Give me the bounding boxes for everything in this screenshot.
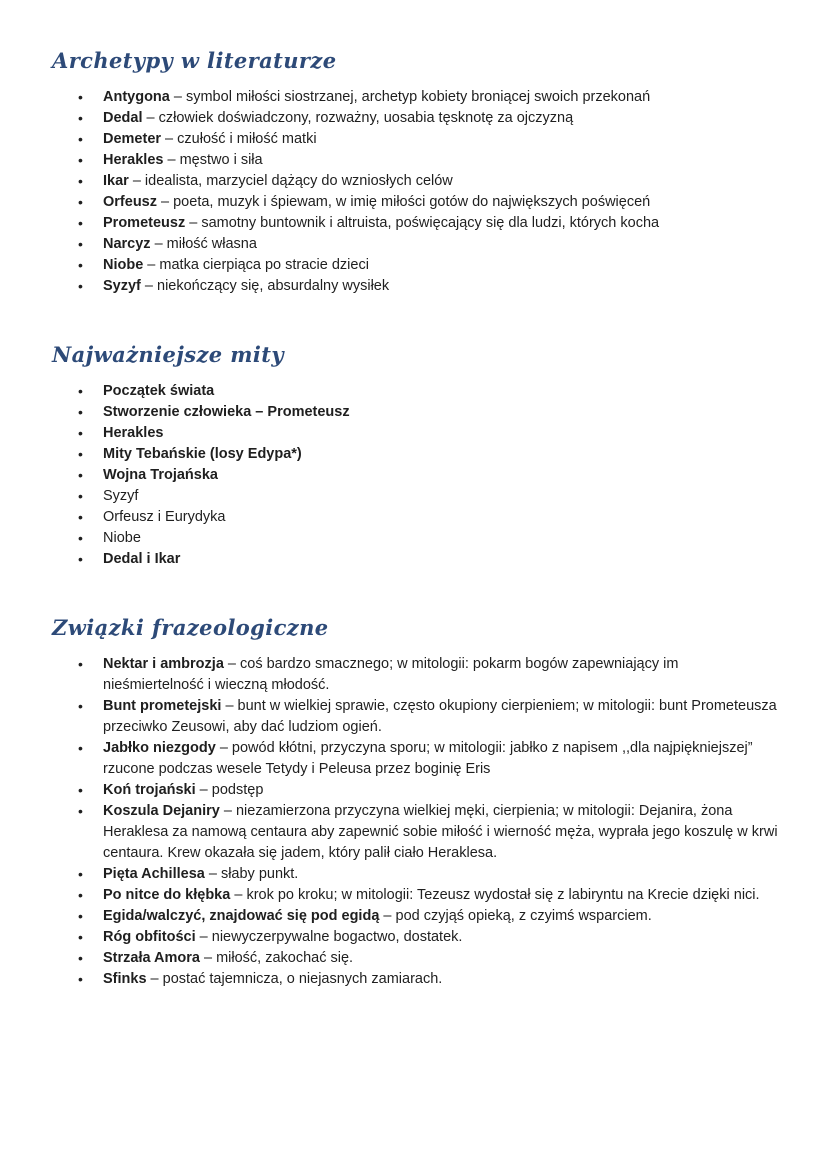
list-item	[52, 885, 783, 906]
list-item	[52, 465, 783, 486]
term-description: – czułość i miłość matki	[161, 131, 317, 147]
bullet-icon: •	[78, 194, 83, 210]
myth-label: Dedal i Ikar	[103, 551, 181, 567]
bullet-icon: •	[78, 215, 83, 231]
term-label: Po nitce do kłębka	[103, 887, 231, 903]
list-item	[52, 654, 783, 696]
term-label: Dedal	[103, 110, 143, 126]
list-item	[52, 234, 783, 255]
bullet-icon: •	[78, 89, 83, 105]
bullet-list-frazeologizmy	[52, 654, 783, 990]
term-description: – niezamierzona przyczyna wielkiej męki, cierpienia; w mitologii: Dejanira, żona Heraklesa za namową centaura aby zapewnić sobie miłość i wierność męża, wyprała jego koszulę w krwi centaura. Krew okazała się jadem, który palił ciało Heraklesa.	[103, 803, 778, 861]
list-item	[52, 150, 783, 171]
bullet-icon: •	[78, 173, 83, 189]
list-item	[52, 780, 783, 801]
term-description: – postać tajemnicza, o niejasnych zamiarach.	[146, 971, 443, 987]
myth-label: Stworzenie człowieka – Prometeusz	[103, 404, 350, 420]
bullet-icon: •	[78, 971, 83, 987]
myth-label: Niobe	[103, 530, 141, 546]
term-label: Róg obfitości	[103, 929, 196, 945]
bullet-icon: •	[78, 866, 83, 882]
bullet-icon: •	[78, 887, 83, 903]
list-item	[52, 423, 783, 444]
bullet-icon: •	[78, 509, 83, 525]
bullet-icon: •	[78, 131, 83, 147]
term-label: Pięta Achillesa	[103, 866, 205, 882]
term-description: – matka cierpiąca po stracie dzieci	[143, 257, 369, 273]
term-description: – poeta, muzyk i śpiewam, w imię miłości gotów do największych poświęceń	[157, 194, 651, 210]
list-item	[52, 969, 783, 990]
list-item	[52, 948, 783, 969]
list-item	[52, 801, 783, 864]
bullet-icon: •	[78, 425, 83, 441]
list-item	[52, 444, 783, 465]
list-item	[52, 402, 783, 423]
section-heading-archetypy: Archetypy w literaturze	[52, 48, 337, 73]
section-archetypy	[52, 47, 828, 297]
myth-label: Początek świata	[103, 383, 215, 399]
bullet-icon: •	[78, 656, 83, 672]
myth-label: Mity Tebańskie (losy Edypa*)	[103, 446, 302, 462]
bullet-icon: •	[78, 530, 83, 546]
term-description: – krok po kroku; w mitologii: Tezeusz wydostał się z labiryntu na Krecie dzięki nici.	[230, 887, 760, 903]
list-item	[52, 171, 783, 192]
bullet-icon: •	[78, 110, 83, 126]
term-label: Sfinks	[103, 971, 147, 987]
term-label: Niobe	[103, 257, 144, 273]
term-description: – bunt w wielkiej sprawie, często okupiony cierpieniem; w mitologii: bunt Prometeusza przeciwko Zeusowi, aby dać ludziom ogień.	[103, 698, 777, 735]
bullet-icon: •	[78, 908, 83, 924]
term-description: – miłość, zakochać się.	[199, 950, 354, 966]
list-item	[52, 507, 783, 528]
term-description: – niekończący się, absurdalny wysiłek	[140, 278, 390, 294]
document-content	[52, 47, 828, 990]
term-label: Herakles	[103, 152, 164, 168]
term-description: – symbol miłości siostrzanej, archetyp kobiety broniącej swoich przekonań	[169, 89, 651, 105]
list-item	[52, 87, 783, 108]
bullet-icon: •	[78, 467, 83, 483]
myth-label: Syzyf	[103, 488, 139, 504]
section-heading-frazeologizmy: Związki frazeologiczne	[52, 615, 329, 640]
section-heading-mity: Najważniejsze mity	[52, 342, 284, 367]
term-label: Egida/walczyć, znajdować się pod egidą	[103, 908, 380, 924]
term-label: Demeter	[103, 131, 162, 147]
term-description: – powód kłótni, przyczyna sporu; w mitologii: jabłko z napisem ,,dla najpiękniejszej” rzucone podczas wesele Tetydy i Peleusa przez boginię Eris	[103, 740, 753, 777]
list-item	[52, 549, 783, 570]
term-label: Antygona	[103, 89, 170, 105]
bullet-list-archetypy	[52, 87, 783, 297]
list-item	[52, 696, 783, 738]
list-item	[52, 192, 783, 213]
section-frazeologizmy	[52, 614, 828, 990]
term-description: – idealista, marzyciel dążący do wzniosłych celów	[128, 173, 453, 189]
bullet-icon: •	[78, 446, 83, 462]
list-item	[52, 276, 783, 297]
term-description: – męstwo i siła	[163, 152, 263, 168]
bullet-icon: •	[78, 236, 83, 252]
term-description: – podstęp	[195, 782, 264, 798]
bullet-list-mity	[52, 381, 783, 570]
term-label: Ikar	[103, 173, 129, 189]
list-item	[52, 255, 783, 276]
term-description: – samotny buntownik i altruista, poświęcający się dla ludzi, których kocha	[185, 215, 660, 231]
list-item	[52, 864, 783, 885]
term-label: Nektar i ambrozja	[103, 656, 224, 672]
bullet-icon: •	[78, 551, 83, 567]
term-label: Orfeusz	[103, 194, 157, 210]
term-description: – pod czyjąś opieką, z czyimś wsparciem.	[379, 908, 652, 924]
list-item	[52, 927, 783, 948]
list-item	[52, 213, 783, 234]
list-item	[52, 738, 783, 780]
term-label: Bunt prometejski	[103, 698, 222, 714]
term-label: Prometeusz	[103, 215, 186, 231]
list-item	[52, 129, 783, 150]
term-description: – miłość własna	[150, 236, 257, 252]
term-label: Narcyz	[103, 236, 151, 252]
list-item	[52, 528, 783, 549]
term-description: – słaby punkt.	[204, 866, 299, 882]
term-description: – człowiek doświadczony, rozważny, uosabia tęsknotę za ojczyzną	[142, 110, 574, 126]
bullet-icon: •	[78, 929, 83, 945]
bullet-icon: •	[78, 488, 83, 504]
bullet-icon: •	[78, 383, 83, 399]
list-item	[52, 486, 783, 507]
section-mity	[52, 341, 828, 570]
bullet-icon: •	[78, 782, 83, 798]
list-item	[52, 108, 783, 129]
term-label: Jabłko niezgody	[103, 740, 216, 756]
bullet-icon: •	[78, 950, 83, 966]
term-description: – coś bardzo smacznego; w mitologii: pokarm bogów zapewniający im nieśmiertelność i wieczną młodość.	[103, 656, 679, 693]
bullet-icon: •	[78, 803, 83, 819]
bullet-icon: •	[78, 152, 83, 168]
term-label: Syzyf	[103, 278, 141, 294]
list-item	[52, 906, 783, 927]
bullet-icon: •	[78, 698, 83, 714]
myth-label: Orfeusz i Eurydyka	[103, 509, 226, 525]
bullet-icon: •	[78, 278, 83, 294]
bullet-icon: •	[78, 740, 83, 756]
bullet-icon: •	[78, 257, 83, 273]
myth-label: Wojna Trojańska	[103, 467, 218, 483]
bullet-icon: •	[78, 404, 83, 420]
term-label: Strzała Amora	[103, 950, 200, 966]
term-description: – niewyczerpywalne bogactwo, dostatek.	[195, 929, 463, 945]
term-label: Koszula Dejaniry	[103, 803, 220, 819]
myth-label: Herakles	[103, 425, 164, 441]
term-label: Koń trojański	[103, 782, 196, 798]
list-item	[52, 381, 783, 402]
